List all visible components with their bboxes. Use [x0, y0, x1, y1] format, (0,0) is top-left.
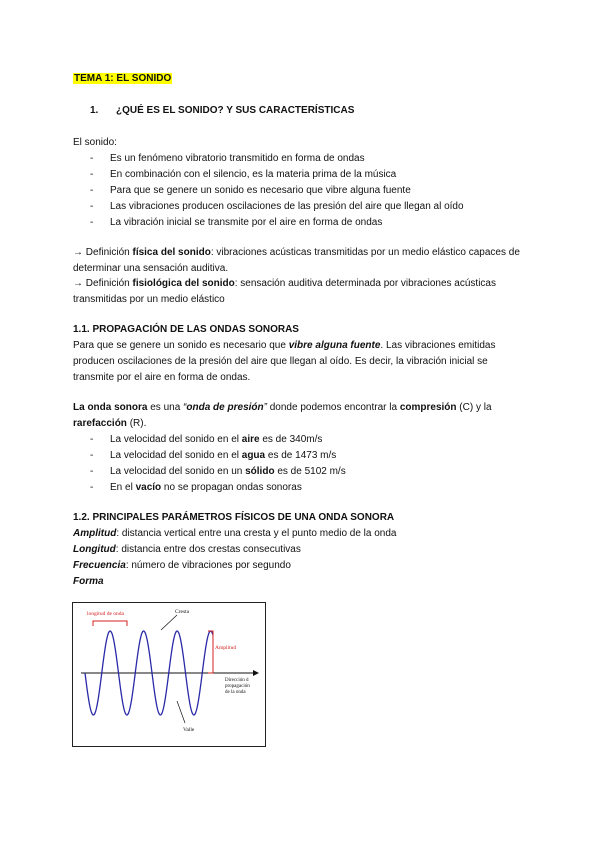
- amplitud-bracket: [208, 631, 213, 673]
- list-item: - Las vibraciones producen oscilaciones de las presión del aire que llegan al oído: [90, 201, 464, 212]
- label-amplitud: Amplitud: [215, 645, 237, 651]
- definition-fisiologica-line2: transmitidas por un medio elástico: [73, 294, 225, 305]
- list-item: - La velocidad del sonido en un sólido es de 5102 m/s: [90, 466, 346, 477]
- document-title: [73, 71, 172, 87]
- list-item: - Es un fenómeno vibratorio transmitido en forma de ondas: [90, 153, 365, 164]
- definition-fisica: → Definición física del sonido: vibraciones acústicas transmitidas por un medio elástico capaces de: [73, 247, 520, 258]
- list-item: - La velocidad del sonido en el agua es de 1473 m/s: [90, 450, 337, 461]
- cresta-pointer: [161, 615, 177, 630]
- param-amplitud: Amplitud: distancia vertical entre una cresta y el punto medio de la onda: [73, 528, 397, 539]
- section-1-intro: El sonido:: [73, 137, 117, 148]
- list-item: - Para que se genere un sonido es necesario que vibre alguna fuente: [90, 185, 411, 196]
- list-item: - La velocidad del sonido en el aire es de 340m/s: [90, 434, 323, 445]
- label-cresta: Cresta: [175, 609, 190, 615]
- list-item: - En combinación con el silencio, es la materia prima de la música: [90, 169, 397, 180]
- label-longitud: longitud de onda: [87, 611, 124, 617]
- paragraph-line: rarefacción (R).: [73, 418, 147, 429]
- section-1-1-heading: 1.1. PROPAGACIÓN DE LAS ONDAS SONORAS: [73, 324, 299, 335]
- paragraph-line: La onda sonora es una “onda de presión” donde podemos encontrar la compresión (C) y la: [73, 402, 492, 413]
- section-1-2-heading: 1.2. PRINCIPALES PARÁMETROS FÍSICOS DE UNA ONDA SONORA: [73, 512, 395, 523]
- title-highlight: TEMA 1: EL SONIDO: [74, 73, 172, 84]
- label-direccion-1: Dirección d: [225, 678, 249, 683]
- param-frecuencia: Frecuencia: número de vibraciones por segundo: [73, 560, 291, 571]
- label-direccion-3: de la onda: [225, 690, 246, 695]
- section-1-heading: [90, 103, 354, 119]
- valle-pointer: [177, 701, 185, 723]
- wave-diagram: [72, 602, 266, 747]
- direction-arrow-icon: [253, 670, 259, 676]
- longitud-bracket: [93, 621, 127, 626]
- paragraph-line: transmite por el aire en forma de ondas.: [73, 372, 251, 383]
- label-valle: Valle: [183, 727, 195, 733]
- paragraph-line: producen oscilaciones de la presión del aire que llegan al oído. Es decir, la vibración inicial se: [73, 356, 488, 367]
- list-item: - La vibración inicial se transmite por el aire en forma de ondas: [90, 217, 383, 228]
- wave-diagram-svg: [73, 603, 265, 746]
- label-direccion-2: propagación: [225, 684, 250, 689]
- definition-fisica-line2: determinar una sensación auditiva.: [73, 263, 229, 274]
- param-forma: Forma: [73, 576, 104, 587]
- section-1-title: ¿QUÉ ES EL SONIDO? Y SUS CARACTERÍSTICAS: [116, 105, 355, 116]
- param-longitud: Longitud: distancia entre dos crestas consecutivas: [73, 544, 301, 555]
- list-item: - En el vacío no se propagan ondas sonoras: [90, 482, 302, 493]
- section-1-number: 1.: [90, 105, 99, 116]
- paragraph-line: Para que se genere un sonido es necesario que vibre alguna fuente. Las vibraciones emitidas: [73, 340, 496, 351]
- definition-fisiologica: → Definición fisiológica del sonido: sensación auditiva determinada por vibraciones acústicas: [73, 278, 496, 289]
